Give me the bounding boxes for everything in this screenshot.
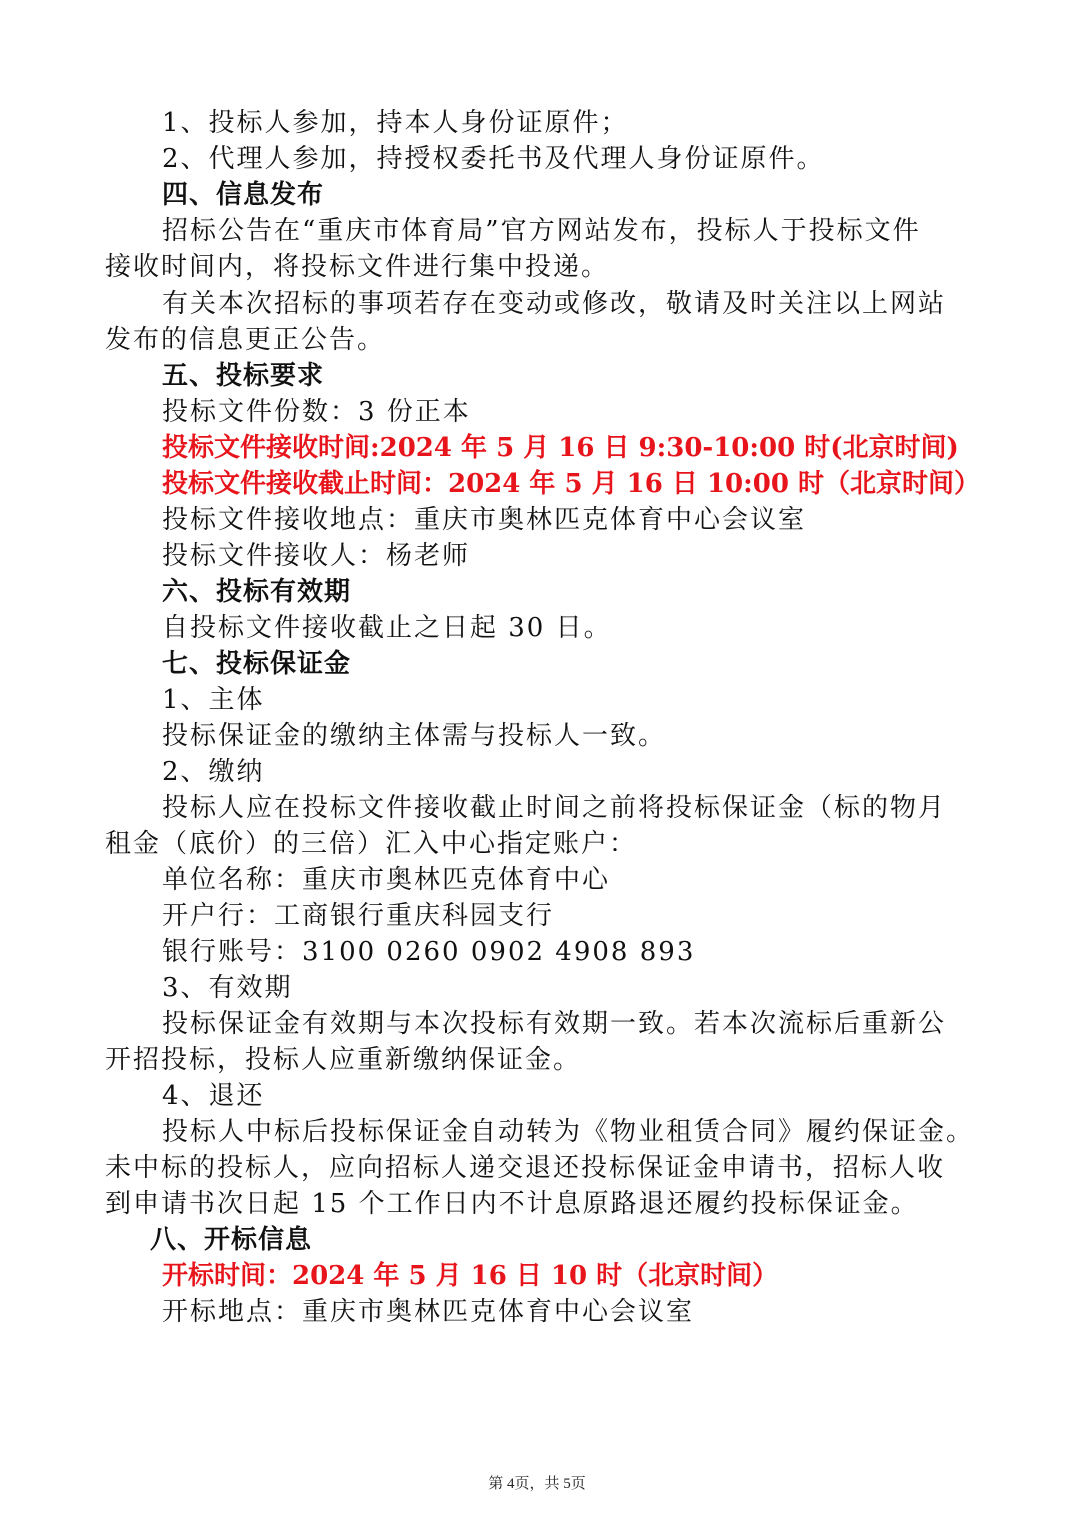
text-line: 投标保证金的缴纳主体需与投标人一致。	[162, 721, 667, 751]
text-line: 3、有效期	[162, 973, 293, 1003]
section-heading: 六、投标有效期	[162, 577, 352, 607]
text-line: 租金（底价）的三倍）汇入中心指定账户：	[105, 829, 638, 859]
text-line: 有关本次招标的事项若存在变动或修改，敬请及时关注以上网站	[162, 289, 947, 319]
text-line: 1、主体	[162, 685, 265, 715]
highlighted-line: 开标时间：2024 年 5 月 16 日 10 时（北京时间）	[162, 1261, 779, 1291]
text-line: 4、退还	[162, 1081, 265, 1111]
page-footer: 第 4页，共 5页	[488, 1476, 586, 1492]
text-line: 1、投标人参加，持本人身份证原件；	[162, 108, 629, 138]
section-heading: 七、投标保证金	[162, 649, 352, 679]
section-heading: 四、信息发布	[162, 180, 325, 210]
text-line: 单位名称：重庆市奥林匹克体育中心	[162, 865, 611, 895]
highlighted-line: 投标文件接收时间:2024 年 5 月 16 日 9:30-10:00 时(北京时间)	[162, 433, 959, 463]
section-heading: 八、开标信息	[150, 1225, 313, 1255]
text-line: 开户行：工商银行重庆科园支行	[162, 901, 555, 931]
text-line: 投标文件接收地点：重庆市奥林匹克体育中心会议室	[162, 505, 807, 535]
text-line: 开标地点：重庆市奥林匹克体育中心会议室	[162, 1297, 695, 1327]
highlighted-line: 投标文件接收截止时间：2024 年 5 月 16 日 10:00 时（北京时间）	[162, 469, 980, 499]
text-line: 到申请书次日起 15 个工作日内不计息原路退还履约投标保证金。	[105, 1189, 919, 1219]
text-line: 2、代理人参加，持授权委托书及代理人身份证原件。	[162, 144, 825, 174]
text-line: 接收时间内，将投标文件进行集中投递。	[105, 252, 610, 282]
text-line: 发布的信息更正公告。	[105, 325, 386, 355]
text-line: 开招投标，投标人应重新缴纳保证金。	[105, 1045, 582, 1075]
text-line: 投标保证金有效期与本次投标有效期一致。若本次流标后重新公	[162, 1009, 947, 1039]
text-line: 投标人中标后投标保证金自动转为《物业租赁合同》履约保证金。	[162, 1117, 975, 1147]
text-line: 投标文件接收人：杨老师	[162, 541, 471, 571]
text-line: 自投标文件接收截止之日起 30 日。	[162, 613, 612, 643]
text-line: 2、缴纳	[162, 757, 265, 787]
text-line: 投标文件份数：3 份正本	[162, 397, 471, 427]
text-line: 招标公告在“重庆市体育局”官方网站发布，投标人于投标文件	[162, 216, 921, 246]
text-line: 投标人应在投标文件接收截止时间之前将投标保证金（标的物月	[162, 793, 947, 823]
section-heading: 五、投标要求	[162, 361, 325, 391]
text-line: 未中标的投标人，应向招标人递交退还投标保证金申请书，招标人收	[105, 1153, 946, 1183]
text-line: 银行账号：3100 0260 0902 4908 893	[162, 937, 696, 967]
